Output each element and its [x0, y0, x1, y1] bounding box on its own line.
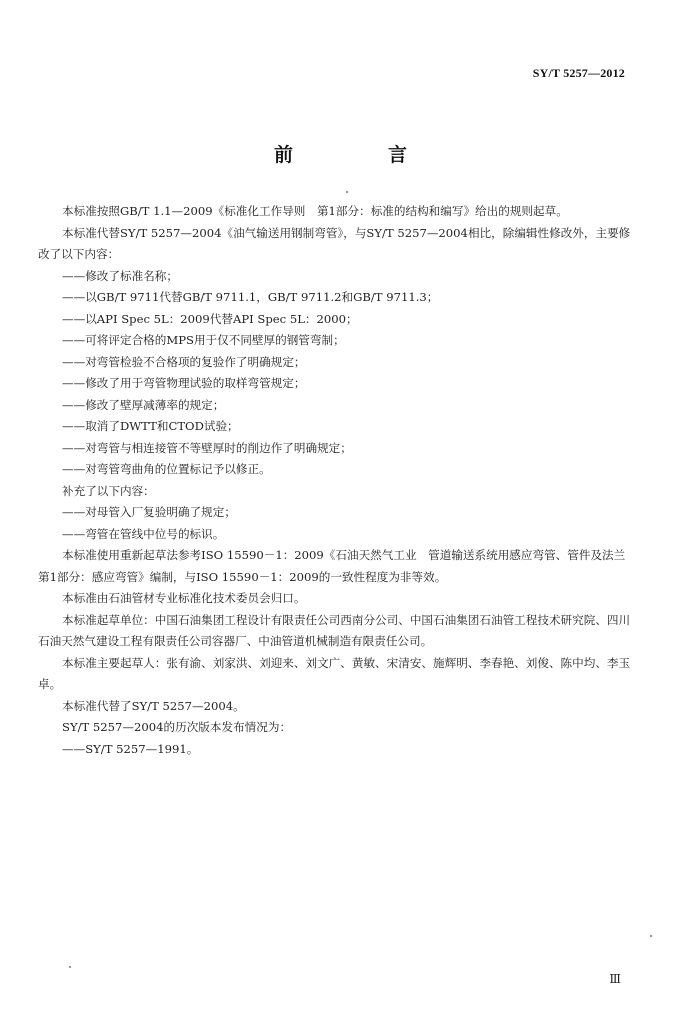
- list-item: ——修改了用于弯管物理试验的取样弯管规定；: [62, 376, 306, 390]
- list-item: ——对弯管检验不合格项的复验作了明确规定；: [62, 354, 306, 369]
- paragraph-replacement: 本标准代替SY/T 5257—2004《油气输送用钢制弯管》，与SY/T 5257—2004相比，除编辑性修改外，主要修改了以下内容：: [38, 225, 631, 261]
- paragraph-supersedes: 本标准代替了SY/T 5257—2004。: [62, 698, 245, 713]
- paragraph-drafting-units: 本标准起草单位：中国石油集团工程设计有限责任公司西南分公司、中国石油集团石油管工程技术研究院、四川石油天然气建设工程有限责任公司容器厂、中油管道机械制造有限责任公司。: [38, 612, 631, 648]
- paragraph-committee: 本标准由石油管材专业标准化技术委员会归口。: [62, 591, 306, 605]
- list-item: ——取消了DWTT和CTOD试验；: [62, 419, 239, 433]
- supplement-intro: 补充了以下内容：: [62, 483, 155, 498]
- foreword-body: [38, 201, 638, 760]
- page-number: Ⅲ: [609, 972, 621, 986]
- list-item: ——对弯管弯曲角的位置标记予以修正。: [62, 462, 271, 476]
- paragraph-drafting-rules: 本标准按照GB/T 1.1—2009《标准化工作导则 第1部分：标准的结构和编写》给出的规则起草。: [62, 204, 568, 218]
- scan-speck: [650, 935, 652, 937]
- list-item: ——SY/T 5257—1991。: [62, 741, 199, 756]
- list-item: ——弯管在管线中位号的标识。: [62, 526, 225, 541]
- paragraph-history-intro: SY/T 5257—2004的历次版本发布情况为：: [62, 720, 292, 734]
- paragraph-iso-reference: 本标准使用重新起草法参考ISO 15590－1：2009《石油天然气工业 管道输送系统用感应弯管、管件及法兰 第1部分：感应弯管》编制，与ISO 15590－1：2009的一致性程度为非等效。: [38, 548, 637, 584]
- list-item: ——以GB/T 9711代替GB/T 9711.1，GB/T 9711.2和GB/T 9711.3；: [62, 290, 439, 304]
- scan-speck: [346, 191, 348, 193]
- list-item: ——以API Spec 5L：2009代替API Spec 5L：2000；: [62, 311, 358, 326]
- page-title: 前 言: [273, 144, 445, 166]
- list-item: ——修改了壁厚减薄率的规定；: [62, 397, 225, 412]
- standard-code-header: SY/T 5257—2012: [532, 66, 625, 80]
- scan-speck: [69, 966, 71, 968]
- list-item: ——可将评定合格的MPS用于仅不同壁厚的钢管弯制；: [62, 333, 345, 347]
- list-item: ——对母管入厂复验明确了规定；: [62, 505, 236, 519]
- list-item: ——对弯管与相连接管不等壁厚时的削边作了明确规定；: [62, 440, 352, 455]
- list-item: ——修改了标准名称；: [62, 268, 178, 283]
- paragraph-drafters: 本标准主要起草人：张有渝、刘家洪、刘迎来、刘文广、黄敏、宋清安、施辉明、李春艳、刘俊、陈中均、李玉卓。: [38, 655, 631, 691]
